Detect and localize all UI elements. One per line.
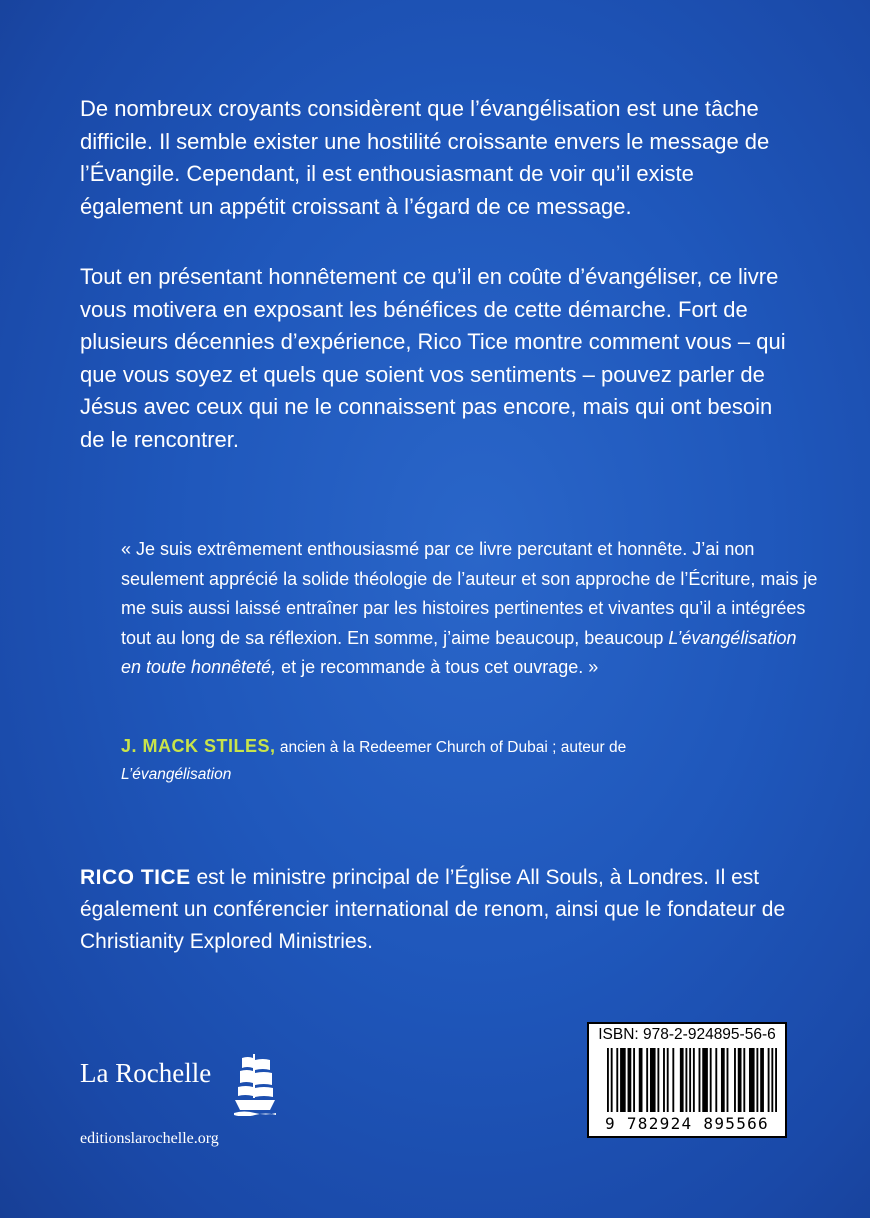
barcode-bar	[663, 1048, 665, 1112]
endorser-name: J. MACK STILES,	[121, 736, 276, 756]
barcode-bar	[756, 1048, 758, 1112]
endorser-role: ancien à la Redeemer Church of Dubai ; auteur de	[279, 739, 627, 756]
barcode-bar	[628, 1048, 632, 1112]
barcode-bar	[702, 1048, 708, 1112]
barcode-bar	[727, 1048, 729, 1112]
barcode-bar	[699, 1048, 701, 1112]
ship-icon	[233, 1052, 277, 1116]
barcode-bar	[685, 1048, 687, 1112]
endorser-work: L’évangélisation	[121, 766, 232, 783]
isbn-barcode	[587, 1022, 787, 1138]
author-bio	[80, 862, 800, 958]
barcode-bar	[743, 1048, 745, 1112]
barcode-bar	[646, 1048, 648, 1112]
barcode-bar	[650, 1048, 656, 1112]
barcode-bar	[657, 1048, 659, 1112]
barcode-bar	[734, 1048, 736, 1112]
quote-text-end: et je recommande à tous cet ouvrage. »	[276, 657, 599, 677]
endorsement-attribution	[121, 733, 801, 788]
barcode-bar	[680, 1048, 684, 1112]
barcode-bars	[607, 1048, 777, 1112]
quoted-book-title: L’évangélisation en toute honnêteté,	[121, 627, 797, 677]
barcode-bar	[620, 1048, 626, 1112]
barcode-bar	[672, 1048, 674, 1112]
barcode-bar	[616, 1048, 618, 1112]
endorsement-quote	[121, 535, 821, 683]
barcode-bar	[721, 1048, 725, 1112]
barcode-bar	[715, 1048, 717, 1112]
barcode-bar	[710, 1048, 712, 1112]
barcode-bar	[667, 1048, 669, 1112]
barcode-bar	[738, 1048, 742, 1112]
barcode-bar	[611, 1048, 613, 1112]
barcode-bar	[760, 1048, 764, 1112]
quote-text-start: « Je suis extrêmement enthousiasmé par ce livre percutant et honnête. J’ai non seulement apprécié la solide théologie de l’auteur et son approche de l’Écriture, mais je me suis aussi laissé entraîner par les histoires pertinentes et vivantes qu’il a intégrées tout au long de sa réflexion. En somme, j’aime beaucoup, beaucoup	[121, 539, 818, 648]
barcode-bar	[749, 1048, 755, 1112]
barcode-bar	[639, 1048, 643, 1112]
ean-digits: 9 782924 895566	[605, 1114, 769, 1133]
barcode-bar	[633, 1048, 635, 1112]
barcode-bar	[768, 1048, 770, 1112]
publisher-website: editionslarochelle.org	[80, 1130, 219, 1147]
barcode-bar	[607, 1048, 609, 1112]
publisher-logo-text: La Rochelle	[80, 1058, 212, 1088]
book-description-paragraph: Tout en présentant honnêtement ce qu’il en coûte d’évangéliser, ce livre vous motivera en exposant les bénéfices de cette démarche. Fort de plusieurs décennies d’expérience, Rico Tice montre comment vous – qui que vous soyez et quels que soient vos sentiments – pouvez parler de Jésus avec ceux qui ne le connaissent pas encore, mais qui ont besoin de le rencontrer.	[80, 264, 786, 452]
author-bio-text: est le ministre principal de l’Église All Souls, à Londres. Il est également un conférencier international de renom, ainsi que le fondateur de Christianity Explored Ministries.	[80, 866, 786, 953]
isbn-label: ISBN: 978-2-924895-56-6	[598, 1026, 776, 1043]
barcode-bar	[693, 1048, 695, 1112]
barcode-bar	[771, 1048, 773, 1112]
author-name: RICO TICE	[80, 866, 191, 889]
intro-paragraph: De nombreux croyants considèrent que l’évangélisation est une tâche difficile. Il semble exister une hostilité croissante envers le message de l’Évangile. Cependant, il est enthousiasmant de voir qu’il existe également un appétit croissant à l’égard de ce message.	[80, 96, 770, 219]
barcode-bar	[775, 1048, 777, 1112]
barcode-bar	[689, 1048, 691, 1112]
